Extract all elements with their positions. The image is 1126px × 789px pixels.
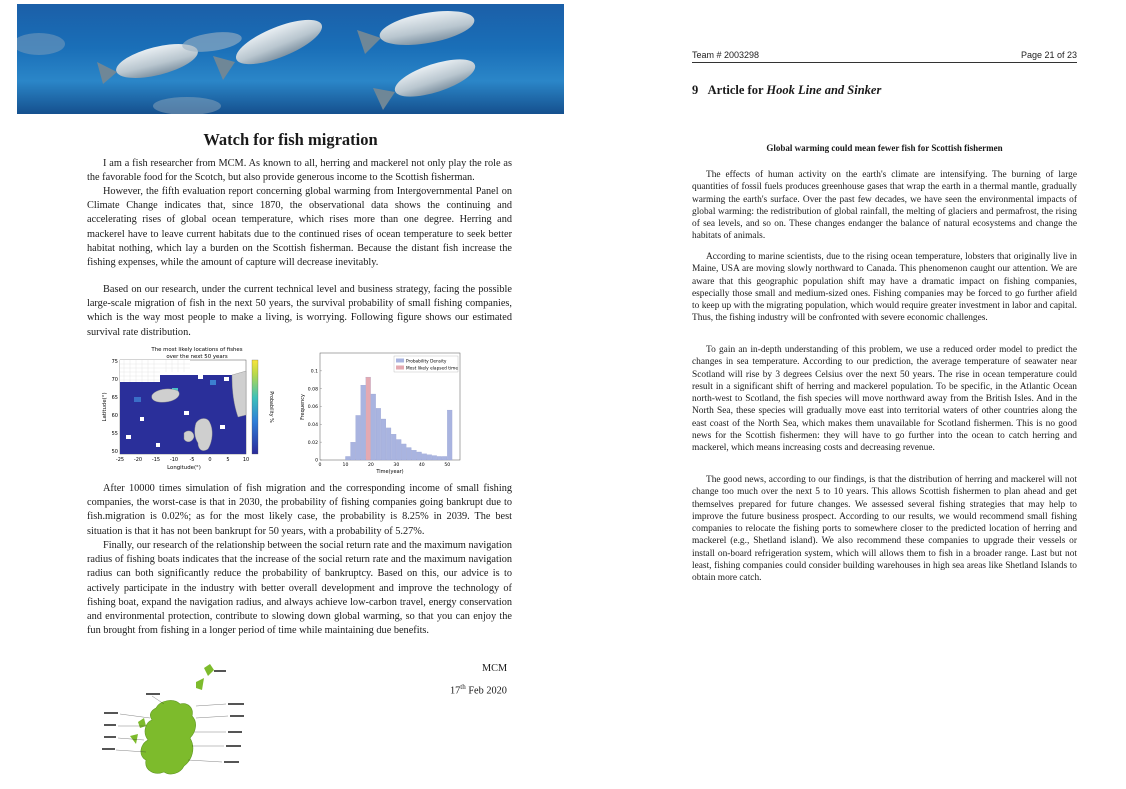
map-xtick: -10 bbox=[169, 457, 179, 463]
article-paragraph-4: The good news, according to our findings, is that the distribution of herring and mackerel will not change too much over the next 5 to 10 years. This allows Scottish fishermen to plan ahead and get themselves prepared for future changes. We assessed several fishing strategies that may help to improve the future business prospect. According to our results, we would recommend small fishing companies to relocate the fishing ports to somewhere closer to the predicted location of herring and mackerel (e.g., Shetland island). We also recommend these companies to upgrade their vessels or install on-board refrigeration system, which will allows them to fish in a broader range. Last but not least, fishing companies could consider building warehouses in high sea areas like Shetland Islands to obtain more catch. bbox=[692, 475, 1077, 584]
histogram-bar bbox=[417, 452, 422, 460]
histogram-bar bbox=[427, 455, 432, 460]
hist-ylabel: Frequency bbox=[300, 394, 306, 420]
map-xtick: -25 bbox=[115, 457, 125, 463]
legend-swatch-density bbox=[396, 359, 404, 363]
histogram-bar bbox=[366, 377, 371, 460]
histogram-bar bbox=[422, 454, 427, 460]
histogram-bar bbox=[356, 415, 361, 460]
colorbar-label: Probability % bbox=[268, 391, 273, 423]
article-title: Watch for fish migration bbox=[203, 130, 378, 149]
map-xtick: -20 bbox=[133, 457, 143, 463]
hist-xtick: 0 bbox=[318, 463, 322, 468]
signature: MCM bbox=[482, 663, 508, 674]
histogram-bar bbox=[351, 442, 356, 460]
section-prefix: Article for bbox=[707, 83, 767, 97]
paragraph-recommendation: Finally, our research of the relationship between the social return rate and the maximum navigation radius of fishing boats indicates that the increase of the social return rate and the maximum navigation radius can both significantly reduce the probability of bankruptcy. Based on this, our advice is to actively participate in the industry with better overall development and improve the technology of fishing boat, expand the navigation radius, and always achieve low-carbon travel, energy conservation and environmental protection, contribute to slowing down global warming, so that you can enjoy the fun brought from fishing in a longer period of time while maintaining due benefits. bbox=[87, 540, 512, 637]
article-paragraph-1: The effects of human activity on the earth's climate are intensifying. The burning of large quantities of fossil fuels produces greenhouse gases that wrap the earth in a thermal mantle, gradually warming the earth's surface. Over the past few decades, we have seen the environmental impacts of global warming: the redistribution of global rainfall, the melting of glaciers and permafrost, the rising of sea levels, and so on. These changes endanger the balance of natural ecosystems and change the habitats of animals. bbox=[692, 170, 1077, 242]
legend-label-most-likely: Most likely elapsed time bbox=[406, 366, 458, 372]
hist-xtick: 20 bbox=[367, 463, 374, 468]
date bbox=[450, 683, 507, 696]
hist-legend bbox=[394, 356, 458, 372]
map-xtick: 0 bbox=[208, 457, 212, 463]
scotland-map-image bbox=[100, 660, 250, 780]
paragraph-intro: I am a fish researcher from MCM. As known to all, herring and mackerel not only play the role as the favorable food for the Scotch, but also provide generous income to the Scottish fisherman. bbox=[87, 158, 512, 184]
map-title-line1: The most likely locations of fishes bbox=[151, 347, 243, 353]
map-ytick: 65 bbox=[111, 395, 118, 401]
section-number: 9 bbox=[692, 83, 699, 97]
hist-ytick: 0.02 bbox=[307, 440, 318, 446]
paragraph-research: Based on our research, under the current technical level and business strategy, facing the possible large-scale migration of fish in the next 50 years, the survival probability of small fishing companies, which is the way most people to make a living, is worrying. Following figure shows our estimated survival rate distribution. bbox=[87, 284, 512, 338]
fish-banner-image bbox=[17, 4, 564, 114]
hist-xtick: 40 bbox=[418, 463, 425, 468]
histogram-bar bbox=[412, 450, 417, 460]
fish-school-illustration bbox=[17, 4, 564, 114]
header-rule bbox=[692, 62, 1077, 63]
article-paragraph-2: According to marine scientists, due to the rising ocean temperature, lobsters that originally live in Maine, USA are moving slowly northward to Canada. This phenomenon caught our attention. We are aware that this geographic population shift may have a dramatic impact on fishing companies, especially those small and medium-sized ones. Fishing companies may be forced to go further afield to keep up with the migrating population, which would require greater investment in labor and capital. Thus, the fishing industry will be confronted with severe economic challenges. bbox=[692, 252, 1077, 324]
hist-xtick: 10 bbox=[342, 463, 349, 468]
map-ylabel: Latitude(°) bbox=[102, 392, 108, 422]
section-heading bbox=[692, 83, 881, 98]
date-day: 17 bbox=[450, 685, 461, 697]
histogram-bar bbox=[345, 456, 350, 460]
hist-ytick: 0.08 bbox=[307, 387, 318, 393]
hist-ytick: 0.1 bbox=[310, 369, 318, 375]
hist-ytick: 0.04 bbox=[307, 422, 318, 428]
histogram-bar bbox=[407, 448, 412, 460]
map-ytick: 60 bbox=[111, 413, 118, 419]
article-paragraph-3: To gain an in-depth understanding of this problem, we use a reduced order model to predict the changes in sea temperature. According to our prediction, the average temperature of seawater near Scotland will rise by 3 degrees Celsius over the next 50 years. The rise in ocean temperature could result in a significant shift of herring and mackerel population. To be specific, in the Atlantic Ocean north-west to Scotland, the fish species will move northward away from the British Isles. And in the North Sea, these species will gradually move east into territorial waters of other countries along the east coast of the North Sea, which makes them unavailable for Scotland fishermen. This is no good news for the Scottish fishermen: they will have to go further into the ocean to catch herring and mackerel, which means increasing costs and decreasing revenue. bbox=[692, 345, 1077, 454]
article-headline: Global warming could mean fewer fish for Scottish fishermen bbox=[766, 143, 1003, 153]
histogram-bar bbox=[371, 394, 376, 460]
histogram-bar bbox=[447, 410, 452, 460]
right-page bbox=[588, 0, 1126, 789]
map-xtick: -15 bbox=[151, 457, 161, 463]
page-number: Page 21 of 23 bbox=[1020, 50, 1077, 60]
colorbar bbox=[252, 360, 258, 454]
histogram-bar bbox=[432, 456, 437, 460]
legend-swatch-most-likely bbox=[396, 366, 404, 370]
bankruptcy-time-histogram bbox=[298, 345, 468, 475]
histogram-bar bbox=[361, 385, 366, 460]
map-ytick: 50 bbox=[111, 449, 118, 455]
hist-xlabel: Time(year) bbox=[376, 469, 404, 475]
team-number: Team # 2003298 bbox=[692, 50, 760, 60]
scotland-landmass bbox=[141, 701, 196, 774]
hist-xtick: 30 bbox=[393, 463, 400, 468]
map-xlabel: Longitude(°) bbox=[167, 465, 201, 471]
histogram-bar bbox=[396, 439, 401, 460]
histogram-bar bbox=[381, 419, 386, 460]
map-xtick: 10 bbox=[242, 457, 250, 463]
fish-location-map-figure bbox=[100, 345, 290, 475]
map-ytick: 75 bbox=[111, 359, 118, 365]
date-suffix: th bbox=[460, 683, 466, 691]
date-rest: Feb 2020 bbox=[465, 685, 507, 697]
histogram-bar bbox=[376, 408, 381, 460]
paragraph-simulation: After 10000 times simulation of fish migration and the corresponding income of small fishing companies, the worst-case is that in 2030, the probability of fishing companies going bankrupt due to fish.migration is 0.02%; as for the most likely case, the probability is 8.25% in 2039. The best situation is that it has not been bankrupt for 50 years, with a probability of 5.27%. bbox=[87, 483, 512, 537]
histogram-bar bbox=[401, 444, 406, 460]
hist-ytick: 0 bbox=[315, 458, 318, 464]
histogram-bar bbox=[437, 456, 442, 460]
probability-field bbox=[120, 375, 246, 454]
map-xtick: 5 bbox=[226, 457, 230, 463]
paragraph-warming: However, the fifth evaluation report concerning global warming from Intergovernmental Panel on Climate Change indicates that, since 1870, the observational data shows the continuing and accelerating rises of global ocean temperature, which rises more than one degree. Herring and mackerel have to leave current habitats due to the continued rises of ocean temperature to seek better habitat nothing, which lay a burden on the Scottish fisherman. Because the distant fish increase the fishing expenses, while the amount of capture will decrease inevitably. bbox=[87, 186, 512, 269]
hist-xtick: 50 bbox=[444, 463, 451, 468]
hist-ytick: 0.06 bbox=[307, 405, 318, 411]
histogram-bar bbox=[386, 428, 391, 460]
map-ytick: 55 bbox=[111, 431, 118, 437]
magazine-name: Hook Line and Sinker bbox=[766, 83, 882, 97]
histogram-bar bbox=[442, 456, 447, 460]
map-title-line2: over the next 50 years bbox=[166, 354, 228, 360]
histogram-bar bbox=[391, 434, 396, 460]
map-xtick: -5 bbox=[189, 457, 195, 463]
map-ytick: 70 bbox=[111, 377, 118, 383]
legend-label-density: Probability Density bbox=[406, 359, 447, 365]
